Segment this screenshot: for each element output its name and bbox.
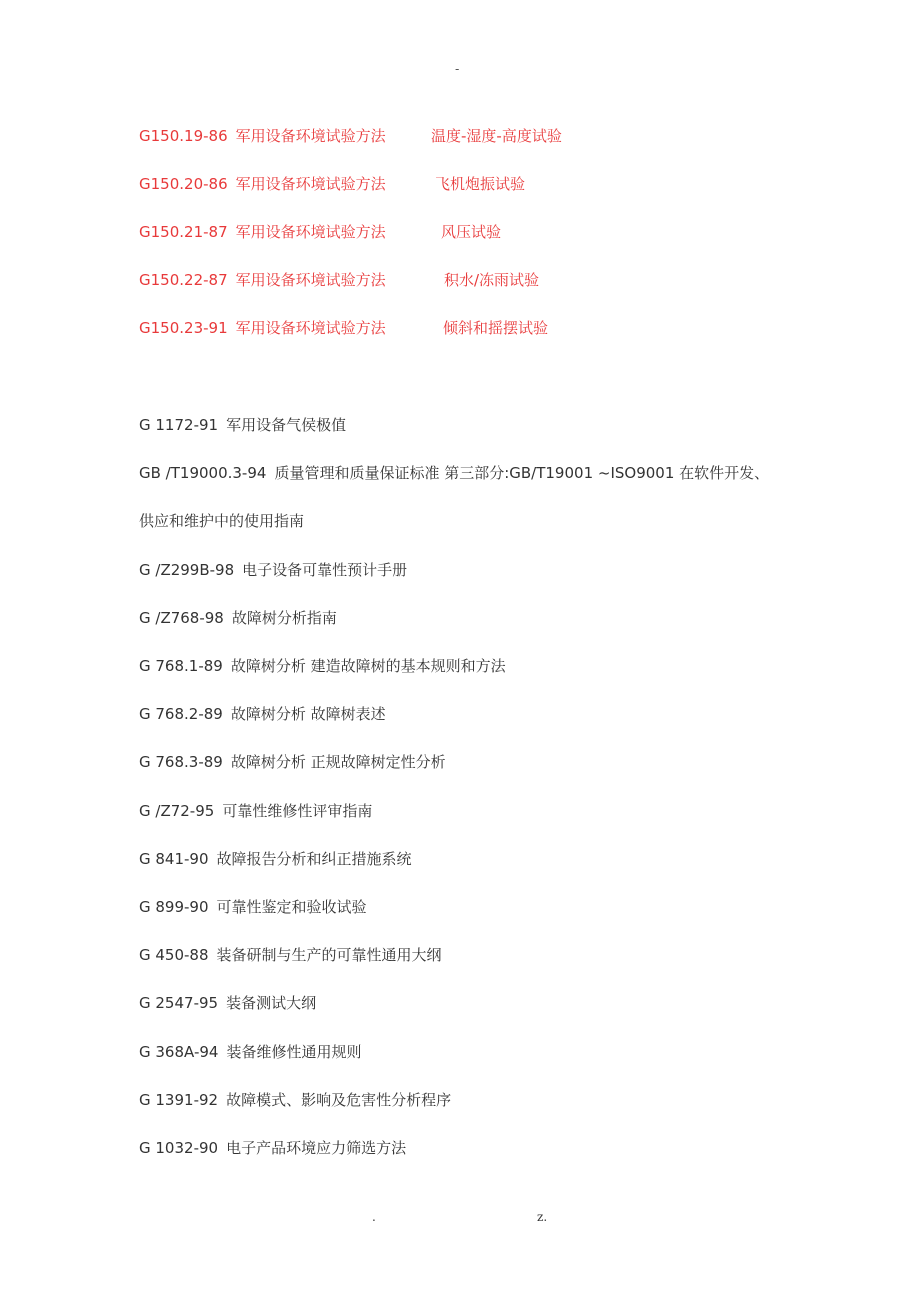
standard-item (139, 801, 372, 821)
standard-title: 故障树分析 正规故障树定性分析 (230, 753, 446, 771)
standard-title: 故障树分析 建造故障树的基本规则和方法 (230, 657, 506, 675)
standard-item-continuation (139, 511, 304, 531)
standard-code: G 1172-91 (139, 416, 219, 434)
standard-title: 故障报告分析和纠正措施系统 (216, 850, 412, 868)
standard-code: G 1032-90 (139, 1139, 219, 1157)
standard-title: 装备研制与生产的可靠性通用大纲 (216, 946, 442, 964)
standard-code: G /Z768-98 (139, 609, 224, 627)
standard-code: G /Z299B-98 (139, 561, 235, 579)
standard-code: G /Z72-95 (139, 802, 215, 820)
standard-code: G150.20-86 (139, 175, 228, 193)
standard-item (139, 1138, 406, 1158)
standard-item (139, 608, 337, 628)
standard-code: G 1391-92 (139, 1091, 219, 1109)
standard-item (139, 560, 407, 580)
standard-title: 军用设备环境试验方法 (235, 271, 386, 289)
standard-title: 装备测试大纲 (226, 994, 317, 1012)
standard-title: 军用设备环境试验方法 (235, 223, 386, 241)
standard-code: G 768.3-89 (139, 753, 223, 771)
standard-subject: 倾斜和摇摆试验 (443, 319, 549, 337)
header-mark: - (455, 62, 460, 76)
footer-right-mark: z. (537, 1210, 548, 1224)
standard-item (139, 849, 412, 869)
standard-item (139, 704, 386, 724)
standard-item (139, 415, 346, 435)
red-standard-item (139, 174, 526, 194)
standard-subject: 风压试验 (441, 223, 502, 241)
standard-title: 可靠性鉴定和验收试验 (216, 898, 367, 916)
standard-item (139, 993, 316, 1013)
standard-item (139, 897, 367, 917)
standard-title: 可靠性维修性评审指南 (222, 802, 373, 820)
standard-subject: 温度-湿度-高度试验 (431, 127, 562, 145)
standard-code: G 768.2-89 (139, 705, 223, 723)
standard-subject: 飞机炮振试验 (435, 175, 526, 193)
standard-subject: 积水/冻雨试验 (444, 271, 540, 289)
standard-title: 故障树分析指南 (231, 609, 337, 627)
red-standard-item (139, 222, 502, 242)
standard-code: G150.21-87 (139, 223, 228, 241)
standard-item (139, 656, 506, 676)
standard-item (139, 752, 446, 772)
standard-title: 质量管理和质量保证标准 第三部分:GB/T19001 ~ISO9001 在软件开发、 (274, 464, 770, 482)
footer-left-mark: . (372, 1210, 376, 1224)
standard-title: 供应和维护中的使用指南 (139, 512, 305, 530)
standard-title: 故障树分析 故障树表述 (230, 705, 386, 723)
standard-item (139, 945, 442, 965)
standard-code: G 841-90 (139, 850, 209, 868)
standard-code: G 899-90 (139, 898, 209, 916)
standard-code: G150.23-91 (139, 319, 228, 337)
standard-title: 电子设备可靠性预计手册 (242, 561, 408, 579)
standard-code: G150.19-86 (139, 127, 228, 145)
standard-title: 军用设备环境试验方法 (235, 319, 386, 337)
standard-item (139, 1090, 451, 1110)
standard-code: G 768.1-89 (139, 657, 223, 675)
standard-code: G 368A-94 (139, 1043, 219, 1061)
standard-title: 军用设备环境试验方法 (235, 175, 386, 193)
standard-code: G150.22-87 (139, 271, 228, 289)
standard-title: 军用设备环境试验方法 (235, 127, 386, 145)
standard-item (139, 1042, 361, 1062)
red-standard-item (139, 270, 540, 290)
standard-title: 故障模式、影响及危害性分析程序 (226, 1091, 452, 1109)
standard-code: G 450-88 (139, 946, 209, 964)
standard-title: 军用设备气侯极值 (226, 416, 347, 434)
standard-code: GB /T19000.3-94 (139, 464, 267, 482)
standard-title: 电子产品环境应力筛选方法 (226, 1139, 407, 1157)
standard-code: G 2547-95 (139, 994, 219, 1012)
red-standard-item (139, 318, 549, 338)
red-standard-item (139, 126, 562, 146)
standard-item (139, 463, 769, 483)
standard-title: 装备维修性通用规则 (226, 1043, 362, 1061)
